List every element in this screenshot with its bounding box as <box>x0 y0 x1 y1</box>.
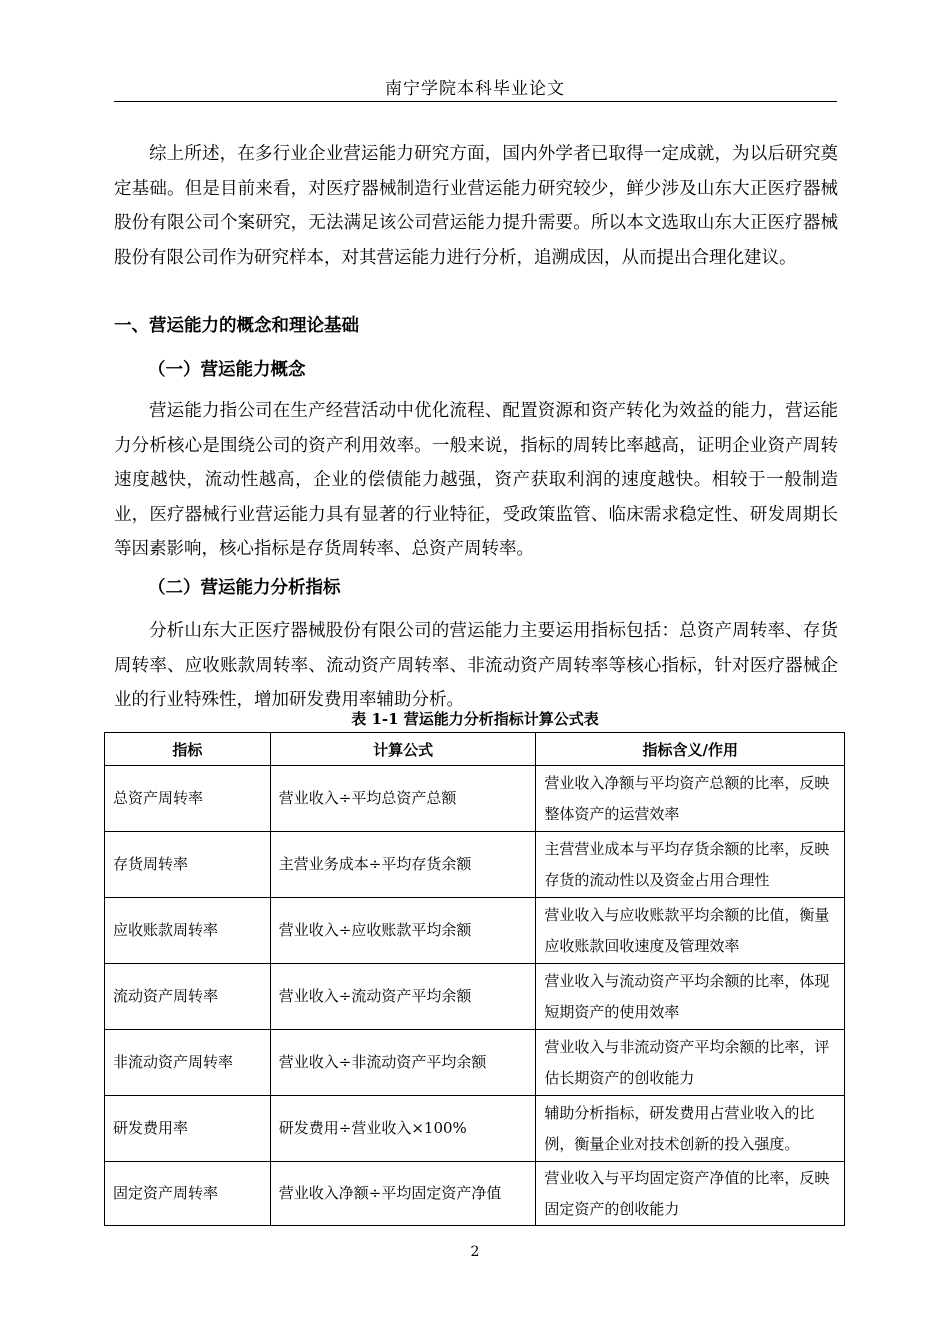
table-row <box>105 766 845 832</box>
column-header-formula: 计算公式 <box>270 733 536 766</box>
indicator-cell: 研发费用率 <box>105 1096 271 1162</box>
running-header-title: 南宁学院本科毕业论文 <box>385 79 565 99</box>
meaning-cell: 主营营业成本与平均存货余额的比率，反映存货的流动性以及资金占用合理性 <box>536 832 845 898</box>
page-number: 2 <box>470 1244 480 1260</box>
meaning-cell: 营业收入净额与平均资产总额的比率，反映整体资产的运营效率 <box>536 766 845 832</box>
column-header-meaning: 指标含义/作用 <box>536 733 845 766</box>
indicator-cell: 非流动资产周转率 <box>105 1030 271 1096</box>
formula-cell: 营业收入÷非流动资产平均余额 <box>270 1030 536 1096</box>
subsection-heading-concept: （一）营运能力概念 <box>148 360 306 380</box>
section-heading: 一、营运能力的概念和理论基础 <box>114 316 359 336</box>
table-row <box>105 1030 845 1096</box>
table-row <box>105 964 845 1030</box>
table-row <box>105 1096 845 1162</box>
indicator-formula-table <box>104 732 845 1226</box>
table-row <box>105 898 845 964</box>
table-caption: 表 1-1 营运能力分析指标计算公式表 <box>351 710 599 728</box>
indicators-paragraph: 分析山东大正医疗器械股份有限公司的营运能力主要运用指标包括：总资产周转率、存货周转率、应收账款周转率、流动资产周转率、非流动资产周转率等核心指标，针对医疗器械企业的行业特殊性，增加研发费用率辅助分析。 <box>114 621 838 710</box>
subsection-heading-indicators: （二）营运能力分析指标 <box>148 578 341 598</box>
column-header-indicator: 指标 <box>105 733 271 766</box>
intro-paragraph: 综上所述，在多行业企业营运能力研究方面，国内外学者已取得一定成就，为以后研究奠定基础。但是目前来看，对医疗器械制造行业营运能力研究较少，鲜少涉及山东大正医疗器械股份有限公司个案研究，无法满足该公司营运能力提升需要。所以本文选取山东大正医疗器械股份有限公司作为研究样本，对其营运能力进行分析，追溯成因，从而提出合理化建议。 <box>114 144 838 268</box>
formula-cell: 主营业务成本÷平均存货余额 <box>270 832 536 898</box>
indicator-cell: 应收账款周转率 <box>105 898 271 964</box>
indicator-cell: 总资产周转率 <box>105 766 271 832</box>
meaning-cell: 营业收入与非流动资产平均余额的比率，评估长期资产的创收能力 <box>536 1030 845 1096</box>
formula-cell: 营业收入÷流动资产平均余额 <box>270 964 536 1030</box>
table-row <box>105 832 845 898</box>
formula-cell: 营业收入÷平均总资产总额 <box>270 766 536 832</box>
formula-cell: 营业收入÷应收账款平均余额 <box>270 898 536 964</box>
indicator-cell: 存货周转率 <box>105 832 271 898</box>
table-header-row <box>105 733 845 766</box>
formula-cell: 研发费用÷营业收入×100% <box>270 1096 536 1162</box>
formula-cell: 营业收入净额÷平均固定资产净值 <box>270 1162 536 1226</box>
header-divider <box>114 101 837 102</box>
meaning-cell: 营业收入与流动资产平均余额的比率，体现短期资产的使用效率 <box>536 964 845 1030</box>
meaning-cell: 营业收入与应收账款平均余额的比值，衡量应收账款回收速度及管理效率 <box>536 898 845 964</box>
concept-paragraph: 营运能力指公司在生产经营活动中优化流程、配置资源和资产转化为效益的能力，营运能力分析核心是围绕公司的资产利用效率。一般来说，指标的周转比率越高，证明企业资产周转速度越快，流动性越高，企业的偿债能力越强，资产获取利润的速度越快。相较于一般制造业，医疗器械行业营运能力具有显著的行业特征，受政策监管、临床需求稳定性、研发周期长等因素影响，核心指标是存货周转率、总资产周转率。 <box>114 401 838 559</box>
indicator-cell: 流动资产周转率 <box>105 964 271 1030</box>
table-row <box>105 1162 845 1226</box>
meaning-cell: 辅助分析指标，研发费用占营业收入的比例，衡量企业对技术创新的投入强度。 <box>536 1096 845 1162</box>
indicator-cell: 固定资产周转率 <box>105 1162 271 1226</box>
meaning-cell: 营业收入与平均固定资产净值的比率，反映固定资产的创收能力 <box>536 1162 845 1226</box>
